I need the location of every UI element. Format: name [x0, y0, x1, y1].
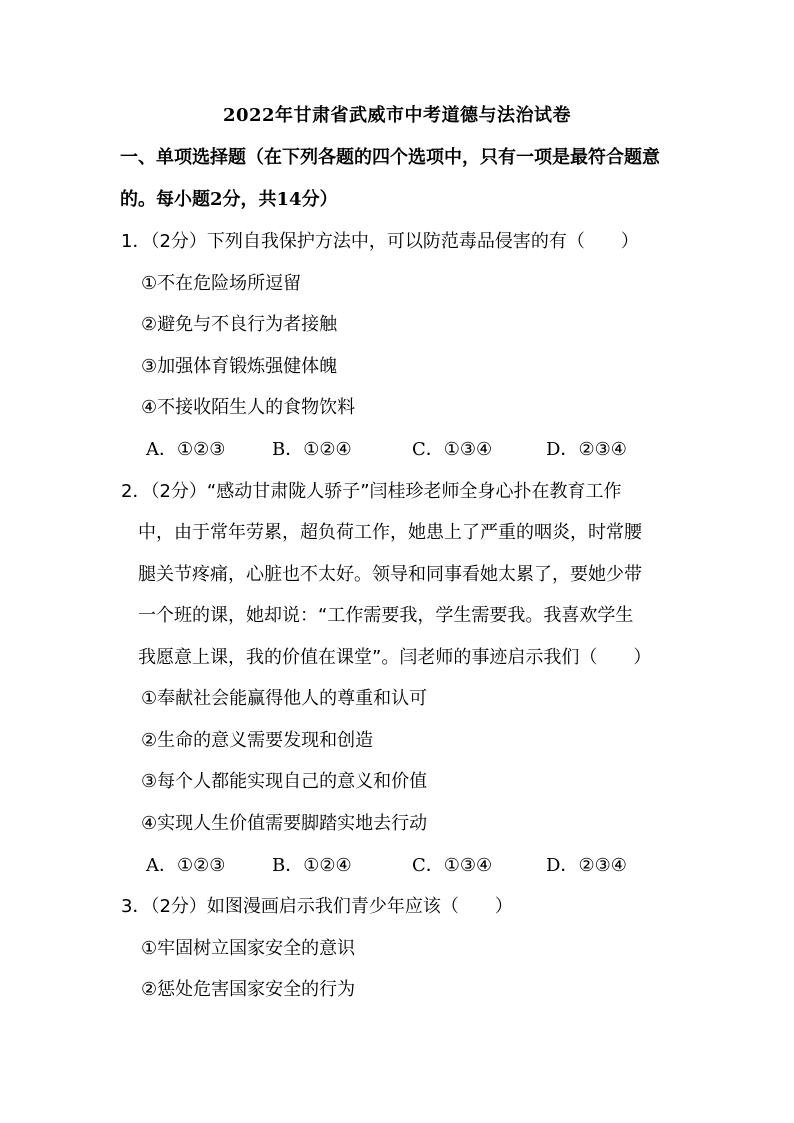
question-2-stem-line-1: 2．（2分）“感动甘肃陇人骄子”闫桂珍老师全身心扑在教育工作	[121, 481, 622, 502]
section-heading-line-2: 的。每小题2分，共14分）	[120, 189, 338, 210]
choice-d[interactable]: D．②③④	[546, 439, 627, 460]
question-3-statement-2: ②惩处危害国家安全的行为	[141, 979, 356, 1000]
question-2-choices	[146, 852, 686, 880]
question-3-stem: 3．（2分）如图漫画启示我们青少年应该（ ）	[121, 896, 513, 917]
question-1-statement-2: ②避免与不良行为者接触	[141, 314, 338, 335]
question-2-statement-1: ①奉献社会能赢得他人的尊重和认可	[141, 688, 428, 709]
question-2-statement-3: ③每个人都能实现自己的意义和价值	[141, 771, 428, 792]
question-1-choices	[146, 436, 686, 464]
question-2-stem-line-4: 一个班的课，她却说：“工作需要我，学生需要我。我喜欢学生	[138, 605, 634, 626]
choice-d[interactable]: D．②③④	[546, 855, 627, 876]
section-heading-line-1: 一、单项选择题（在下列各题的四个选项中，只有一项是最符合题意	[120, 147, 660, 168]
choice-c[interactable]: C．①③④	[412, 855, 493, 876]
choice-a[interactable]: A．①②③	[146, 439, 226, 460]
page-title: 2022年甘肃省武威市中考道德与法治试卷	[222, 105, 572, 126]
question-2-statement-4: ④实现人生价值需要脚踏实地去行动	[141, 813, 428, 834]
choice-c[interactable]: C．①③④	[412, 439, 493, 460]
question-1-statement-1: ①不在危险场所逗留	[141, 273, 302, 294]
question-1-statement-4: ④不接收陌生人的食物饮料	[141, 397, 356, 418]
choice-b[interactable]: B．①②④	[272, 439, 352, 460]
question-3-statement-1: ①牢固树立国家安全的意识	[141, 938, 356, 959]
question-1-stem: 1．（2分）下列自我保护方法中，可以防范毒品侵害的有（ ）	[121, 231, 639, 252]
question-2-stem-line-5: 我愿意上课，我的价值在课堂”。闫老师的事迹启示我们（ ）	[138, 647, 652, 668]
question-2-stem-line-3: 腿关节疼痛，心脏也不太好。领导和同事看她太累了，要她少带	[138, 564, 642, 585]
question-1-statement-3: ③加强体育锻炼强健体魄	[141, 356, 338, 377]
choice-b[interactable]: B．①②④	[272, 855, 352, 876]
question-2-statement-2: ②生命的意义需要发现和创造	[141, 730, 374, 751]
choice-a[interactable]: A．①②③	[146, 855, 226, 876]
question-2-stem-line-2: 中，由于常年劳累，超负荷工作，她患上了严重的咽炎，时常腰	[138, 522, 642, 543]
